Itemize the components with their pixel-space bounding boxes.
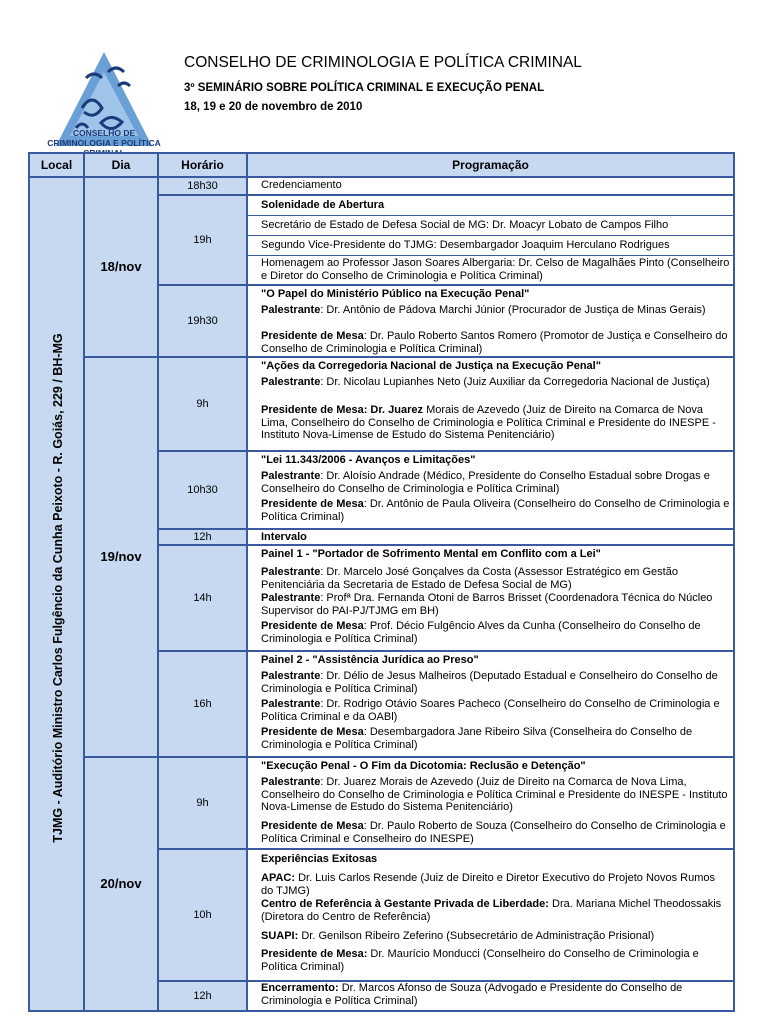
col-header-programacao: Programação bbox=[248, 154, 733, 176]
local-cell bbox=[30, 178, 83, 1010]
page-title: CONSELHO DE CRIMINOLOGIA E POLÍTICA CRIMINAL bbox=[184, 54, 582, 71]
program-cell: "Ações da Corregedoria Nacional de Justiça na Execução Penal" Palestrante: Dr. Nicolau Lupianhes Neto (Juiz Auxiliar da Corregedoria Nacional de Justiça) Presidente de Mesa: Dr. Juarez Morais de Azevedo (Juiz de Direito na Comarca de Nova Lima, Conselheiro do Conselho de Criminologia e Política Criminal e Presidente do INESPE - Instituto Nova-Limense de Estudo do Sistema Penitenciário) bbox=[248, 358, 733, 450]
time-cell: 12h bbox=[159, 982, 246, 1010]
time-cell: 18h30 bbox=[159, 178, 246, 194]
time-cell: 16h bbox=[159, 652, 246, 756]
time-cell: 14h bbox=[159, 546, 246, 650]
seminar-dates: 18, 19 e 20 de novembro de 2010 bbox=[184, 101, 363, 113]
time-cell: 12h bbox=[159, 530, 246, 544]
day-18: 18/nov bbox=[85, 178, 157, 356]
col-header-horario: Horário bbox=[159, 154, 246, 176]
time-cell: 19h30 bbox=[159, 286, 246, 356]
time-cell: 9h bbox=[159, 758, 246, 848]
program-cell: Credenciamento bbox=[248, 178, 733, 194]
program-cell: "Execução Penal - O Fim da Dicotomia: Reclusão e Detenção" Palestrante: Dr. Juarez Morais de Azevedo (Juiz de Direito na Comarca de Nova Lima, Conselheiro do Conselho de Criminologia e Política Criminal e Presidente do INESPE - Instituto Nova-Limense de Estudo do Sistema Penitenciário) Presidente de Mesa: Dr. Paulo Roberto de Souza (Conselheiro do Conselho de Criminologia e Política Criminal e Conselheiro do INESPE) bbox=[248, 758, 733, 848]
time-cell: 19h bbox=[159, 196, 246, 284]
day-19: 19/nov bbox=[85, 358, 157, 756]
program-cell: "Lei 11.343/2006 - Avanços e Limitações" Palestrante: Dr. Aloísio Andrade (Médico, Presidente do Conselho Estadual sobre Drogas e Conselheiro do Conselho de Criminologia e Política Criminal) Presidente de Mesa: Dr. Antônio de Paula Oliveira (Conselheiro do Conselho de Criminologia e Política Criminal) bbox=[248, 452, 733, 528]
col-header-dia: Dia bbox=[85, 154, 157, 176]
opening-title: Solenidade de Abertura bbox=[261, 199, 385, 211]
program-cell: Painel 1 - "Portador de Sofrimento Mental em Conflito com a Lei" Palestrante: Dr. Marcelo José Gonçalves da Costa (Assessor Estratégico em Gestão Penitenciária da Secretaria de Estado de Defesa Social de MG) Palestrante: Profª Dra. Fernanda Otoni de Barros Brisset (Coordenadora Técnica do Núcleo Supervisor do PAI-PJ/TJMG em BH) Presidente de Mesa: Prof. Décio Fulgêncio Alves da Cunha (Conselheiro do Conselho de Criminologia e Política Criminal) bbox=[248, 546, 733, 650]
program-cell: "O Papel do Ministério Público na Execução Penal" Palestrante: Dr. Antônio de Pádova Marchi Júnior (Procurador de Justiça de Minas Gerais) Presidente de Mesa: Dr. Paulo Roberto Santos Romero (Promotor de Justiça e Conselheiro do Conselho de Criminologia e Política Criminal) bbox=[248, 286, 733, 356]
day-20: 20/nov bbox=[85, 758, 157, 1010]
program-cell: Painel 2 - "Assistência Jurídica ao Preso" Palestrante: Dr. Délio de Jesus Malheiros (Deputado Estadual e Conselheiro do Conselho de Criminologia e Política Criminal) Palestrante: Dr. Rodrigo Otávio Soares Pacheco (Conselheiro do Conselho de Criminologia e Política Criminal e da OABl) Presidente de Mesa: Desembargadora Jane Ribeiro Silva (Conselheira do Conselho de Criminologia e Política Criminal) bbox=[248, 652, 733, 756]
time-cell: 10h30 bbox=[159, 452, 246, 528]
venue-label: TJMG - Auditório Ministro Carlos Fulgêncio da Cunha Peixoto - R. Goiás, 229 / BH-MG bbox=[50, 333, 65, 843]
time-cell: 10h bbox=[159, 850, 246, 980]
program-cell: Intervalo bbox=[248, 530, 733, 544]
time-cell: 9h bbox=[159, 358, 246, 450]
col-header-local: Local bbox=[30, 154, 83, 176]
program-cell: Encerramento: Dr. Marcos Afonso de Souza (Advogado e Presidente do Conselho de Criminologia e Política Criminal) bbox=[248, 982, 733, 1010]
schedule-table bbox=[28, 152, 735, 1012]
program-cell: Solenidade de Abertura Secretário de Estado de Defesa Social de MG: Dr. Moacyr Lobato de Campos Filho Segundo Vice-Presidente do TJMG: Desembargador Joaquim Herculano Rodrigues Homenagem ao Professor Jason Soares Albergaria: Dr. Celso de Magalhães Pinto (Conselheiro e Diretor do Conselho de Criminologia e Política Criminal) bbox=[248, 196, 733, 284]
program-cell: Experiências Exitosas APAC: Dr. Luis Carlos Resende (Juiz de Direito e Diretor Executivo do Projeto Novos Rumos do TJMG) Centro de Referência à Gestante Privada de Liberdade: Dra. Mariana Michel Theodossakis (Diretora do Centro de Referência) SUAPI: Dr. Genilson Ribeiro Zeferino (Subsecretário de Administração Prisional) Presidente de Mesa: Dr. Maurício Monducci (Conselheiro do Conselho de Criminologia e Política Criminal) bbox=[248, 850, 733, 980]
seminar-title: 3º SEMINÁRIO SOBRE POLÍTICA CRIMINAL E EXECUÇÃO PENAL bbox=[184, 82, 545, 94]
logo-caption: CONSELHO DE CRIMINOLOGIA E POLÍTICA bbox=[47, 128, 161, 148]
